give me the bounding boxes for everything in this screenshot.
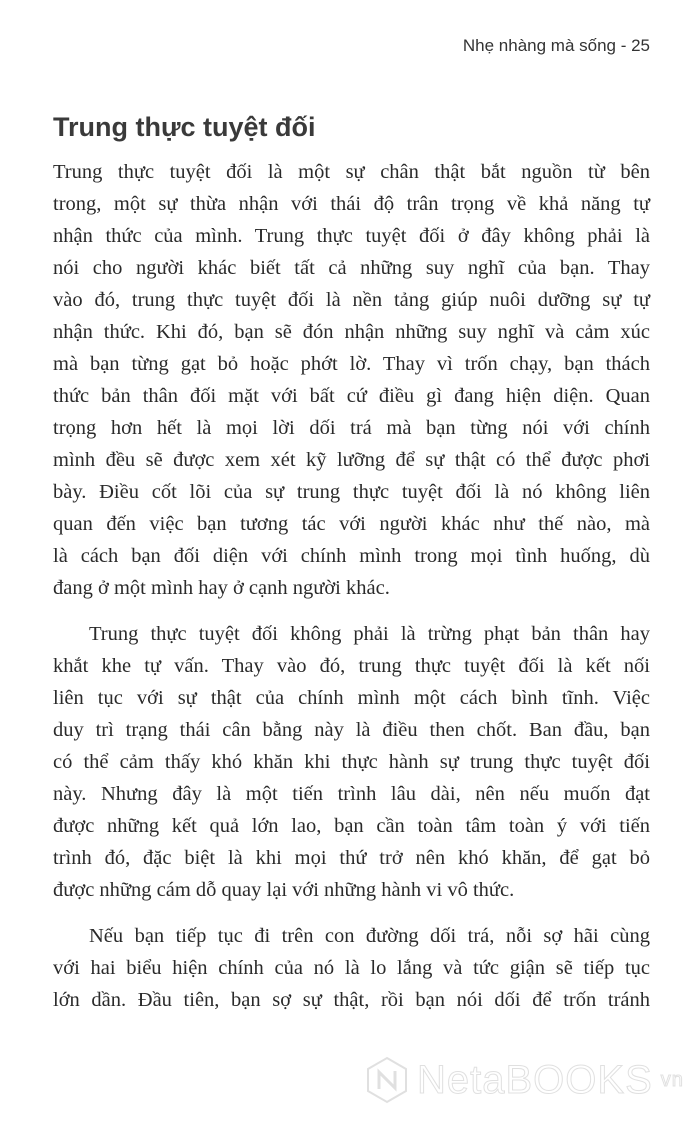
text-line: đang ở một mình hay ở cạnh người khác. (53, 577, 390, 599)
text-line: lớn dần. Đầu tiên, bạn sợ sự thật, rồi bạn nói dối để trốn tránh (53, 989, 650, 1011)
paragraph-3 (53, 920, 650, 1016)
text-line: mà bạn từng gạt bỏ hoặc phớt lờ. Thay vì trốn chạy, bạn thách (53, 353, 650, 375)
text-line: trình đó, đặc biệt là khi mọi thứ trở nên khó khăn, để gạt bỏ (53, 847, 650, 869)
paragraph-1 (53, 156, 650, 604)
text-line: được những cám dỗ quay lại với những hành vi vô thức. (53, 879, 515, 901)
text-line: mình đều sẽ được xem xét kỹ lưỡng để sự thật có thể được phơi (53, 449, 650, 471)
text-line: này. Nhưng đây là một tiến trình lâu dài, nên nếu muốn đạt (53, 783, 650, 805)
text-line: bày. Điều cốt lõi của sự trung thực tuyệt đối là nó không liên (53, 481, 650, 503)
text-line: thức bản thân đối mặt với bất cứ điều gì đang hiện diện. Quan (53, 385, 650, 407)
text-line: nhận thức. Khi đó, bạn sẽ đón nhận những suy nghĩ và cảm xúc (53, 321, 650, 343)
netabooks-watermark (365, 1056, 684, 1104)
text-line: trong, một sự thừa nhận với thái độ trân trọng về khả năng tự (53, 193, 650, 215)
text-line: là cách bạn đối diện với chính mình trong mọi tình huống, dù (53, 545, 650, 567)
text-line: quan đến việc bạn tương tác với người khác như thế nào, mà (53, 513, 650, 535)
text-line: vào đó, trung thực tuyệt đối là nền tảng giúp nuôi dưỡng sự tự (53, 289, 650, 311)
netabooks-logo-icon (365, 1056, 409, 1104)
text-line: được những kết quả lớn lao, bạn cần toàn tâm toàn ý với tiến (53, 815, 650, 837)
text-line: nói cho người khác biết tất cả những suy nghĩ của bạn. Thay (53, 257, 650, 279)
section-title: Trung thực tuyệt đối (53, 112, 316, 142)
text-line: trọng hơn hết là mọi lời dối trá mà bạn từng nói với chính (53, 417, 650, 439)
text-line: nhận thức của mình. Trung thực tuyệt đối ở đây không phải là (53, 225, 650, 247)
text-line: duy trì trạng thái cân bằng này là điều then chốt. Ban đầu, bạn (53, 719, 650, 741)
running-header: Nhẹ nhàng mà sống - 25 (462, 36, 650, 55)
watermark-brand: NetaBOOKS (417, 1057, 653, 1102)
text-line: có thể cảm thấy khó khăn khi thực hành sự trung thực tuyệt đối (53, 751, 650, 773)
text-line: Trung thực tuyệt đối không phải là trừng phạt bản thân hay (89, 623, 650, 645)
body-text (53, 156, 650, 1030)
text-line: với hai biểu hiện chính của nó là lo lắng và tức giận sẽ tiếp tục (53, 957, 650, 979)
text-line: Trung thực tuyệt đối là một sự chân thật bắt nguồn từ bên (53, 161, 650, 183)
paragraph-2 (53, 618, 650, 906)
text-line: liên tục với sự thật của chính mình một cách bình tĩnh. Việc (53, 687, 650, 709)
text-line: Nếu bạn tiếp tục đi trên con đường dối trá, nỗi sợ hãi cùng (89, 925, 650, 947)
text-line: khắt khe tự vấn. Thay vào đó, trung thực tuyệt đối là kết nối (53, 655, 650, 677)
watermark-suffix: vn (660, 1068, 684, 1091)
